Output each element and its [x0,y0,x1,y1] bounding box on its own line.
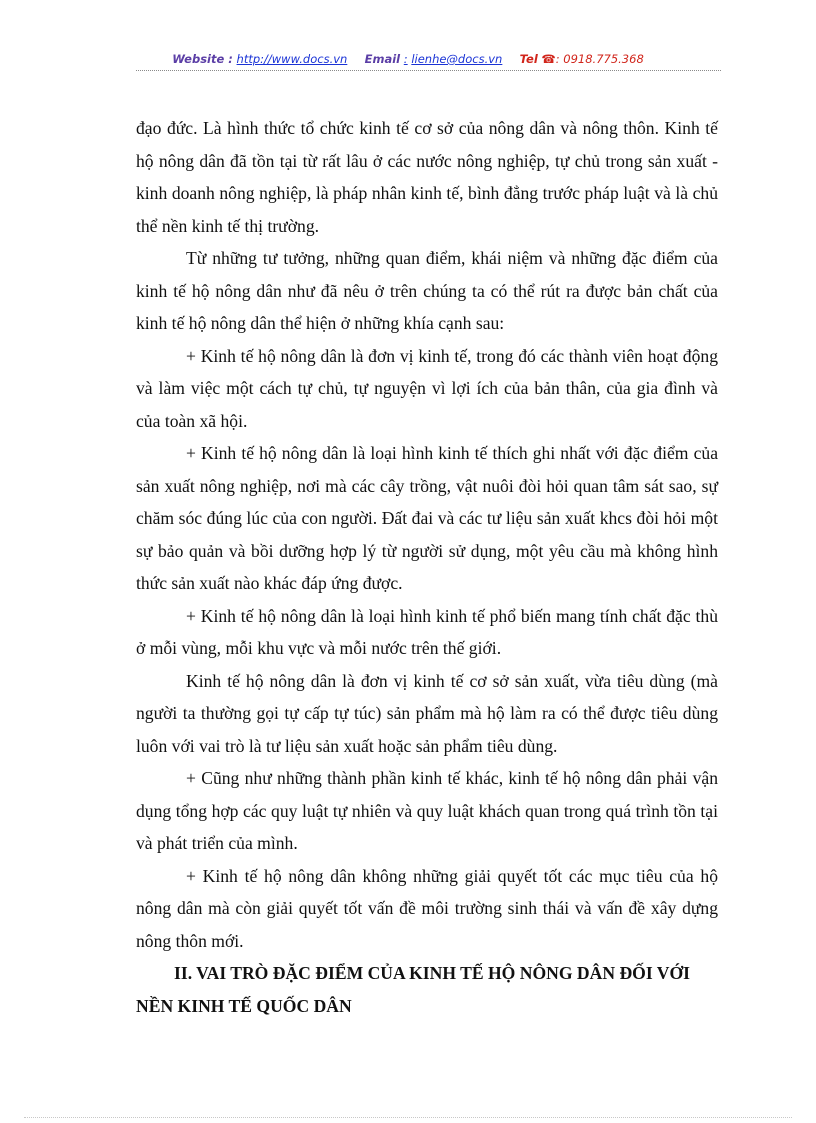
email-link[interactable]: lienhe@docs.vn [411,52,503,66]
website-link[interactable]: http://www.docs.vn [236,52,348,66]
tel-value: : 0918.775.368 [555,52,644,66]
email-label: Email [364,52,401,66]
paragraph-7: + Cũng như những thành phần kinh tế khác, kinh tế hộ nông dân phải vận dụng tổng hợp các quy luật tự nhiên và quy luật khách quan trong quá trình tồn tại và phát triển của mình. [136,768,718,853]
tel-label: Tel [519,52,538,66]
paragraph-5: + Kinh tế hộ nông dân là loại hình kinh tế phổ biến mang tính chất đặc thù ở mỗi vùng, mỗi khu vực và mỗi nước trên thế giới. [136,605,718,658]
paragraph-6: Kinh tế hộ nông dân là đơn vị kinh tế cơ sở sản xuất, vừa tiêu dùng (mà người ta thường gọi tự cấp tự túc) sản phẩm mà hộ làm ra có thể được tiêu dùng luôn với vai trò là tư liệu sản xuất hoặc sản phẩm tiêu dùng. [136,670,718,756]
document-body [136,112,718,1022]
paragraph-4: + Kinh tế hộ nông dân là loại hình kinh tế thích ghi nhất với đặc điểm của sản xuất nông nghiệp, nơi mà các cây trồng, vật nuôi đòi hỏi quan tâm sát sao, sự chăm sóc đúng lúc của con người. Đất đai và các tư liệu sản xuất khcs đòi hỏi một sự bảo quản và bồi dưỡng hợp lý từ người sử dụng, một yêu cầu mà không hình thức sản xuất nào khác đáp ứng được. [136,443,718,593]
website-label: Website : [172,52,233,66]
phone-icon: ☎ [541,52,556,66]
paragraph-2: Từ những tư tưởng, những quan điểm, khái niệm và những đặc điểm của kinh tế hộ nông dân như đã nêu ở trên chúng ta có thể rút ra được bản chất của kinh tế hộ nông dân thể hiện ở những khía cạnh sau: [136,248,718,333]
email-separator: : [403,52,408,66]
header-divider [136,70,721,71]
paragraph-1: đạo đức. Là hình thức tổ chức kinh tế cơ sở của nông dân và nông thôn. Kinh tế hộ nông dân đã tồn tại từ rất lâu ở các nước nông nghiệp, tự chủ trong sản xuất - kinh doanh nông nghiệp, là pháp nhân kinh tế, bình đẳng trước pháp luật và là chủ thể nền kinh tế thị trường. [136,118,718,236]
page-header [0,52,816,66]
paragraph-8: + Kinh tế hộ nông dân không những giải quyết tốt các mục tiêu của hộ nông dân mà còn giải quyết tốt vấn đề môi trường sinh thái và vấn đề xây dựng nông thôn mới. [136,865,718,951]
footer-divider [24,1117,792,1118]
section-heading: II. VAI TRÒ ĐẶC ĐIỂM CỦA KINH TẾ HỘ NÔNG DÂN ĐỐI VỚI NỀN KINH TẾ QUỐC DÂN [136,963,691,1016]
paragraph-3: + Kinh tế hộ nông dân là đơn vị kinh tế, trong đó các thành viên hoạt động và làm việc một cách tự chủ, tự nguyện vì lợi ích của bản thân, của gia đình và của toàn xã hội. [136,345,718,431]
